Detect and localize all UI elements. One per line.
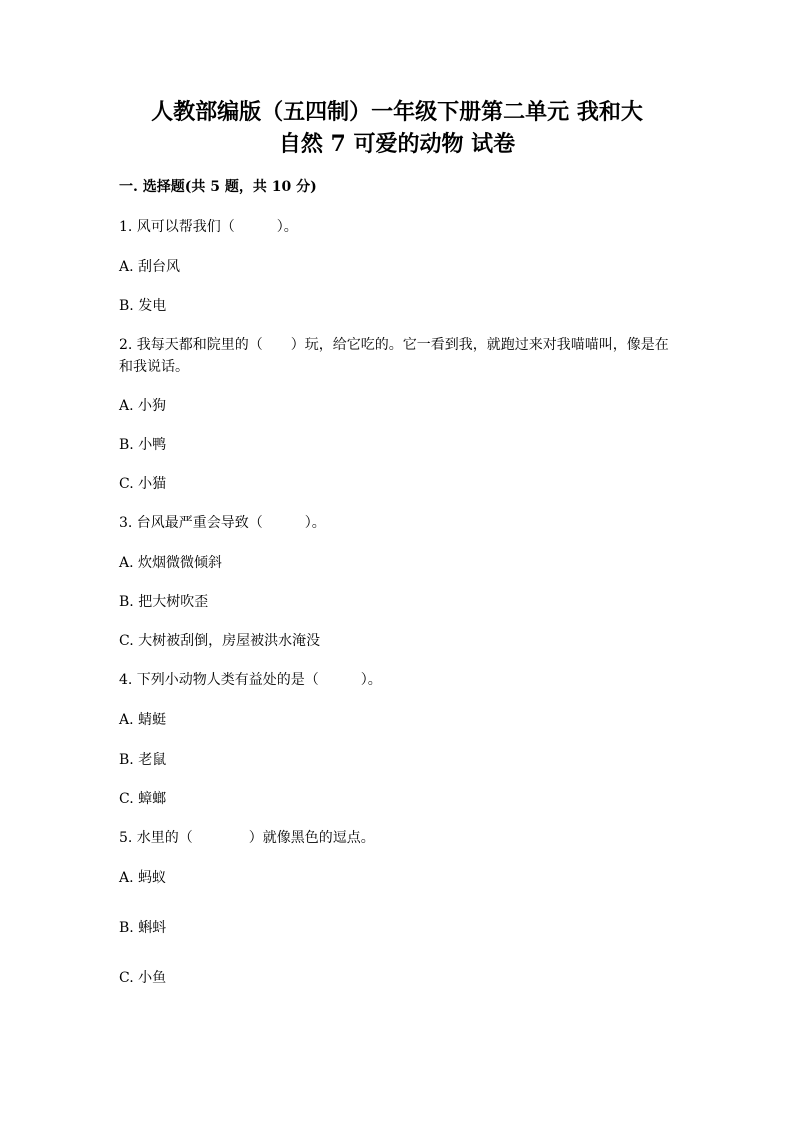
section-heading: 一. 选择题(共 5 题，共 10 分): [119, 179, 317, 195]
question-4-option-c: C. 蟑螂: [119, 791, 167, 807]
question-1-option-b: B. 发电: [119, 298, 167, 314]
question-3-option-c: C. 大树被刮倒，房屋被洪水淹没: [119, 633, 321, 649]
question-5-option-c: C. 小鱼: [119, 970, 167, 986]
question-4-option-b: B. 老鼠: [119, 752, 167, 768]
title-line-2: 自然 7 可爱的动物 试卷: [278, 131, 516, 157]
question-2-option-c: C. 小猫: [119, 476, 167, 492]
question-3-option-b: B. 把大树吹歪: [119, 594, 209, 610]
question-5-stem: 5. 水里的（ ）就像黑色的逗点。: [119, 830, 375, 846]
question-5-option-a: A. 蚂蚁: [119, 870, 167, 886]
document-title: [120, 96, 674, 160]
question-4-stem: 4. 下列小动物人类有益处的是（ ）。: [119, 672, 382, 688]
question-1-option-a: A. 刮台风: [119, 259, 181, 275]
question-2-option-b: B. 小鸭: [119, 437, 167, 453]
question-1-stem: 1. 风可以帮我们（ ）。: [119, 219, 298, 235]
question-4-option-a: A. 蜻蜓: [119, 712, 167, 728]
question-2-stem: 2. 我每天都和院里的（ ）玩，给它吃的。它一看到我，就跑过来对我喵喵叫，像是在和我说话。: [119, 337, 669, 375]
question-5-option-b: B. 蝌蚪: [119, 920, 167, 936]
question-2-option-a: A. 小狗: [119, 398, 167, 414]
question-3-option-a: A. 炊烟微微倾斜: [119, 555, 223, 571]
question-3-stem: 3. 台风最严重会导致（ ）。: [119, 515, 326, 531]
title-line-1: 人教部编版（五四制）一年级下册第二单元 我和大: [151, 99, 643, 125]
